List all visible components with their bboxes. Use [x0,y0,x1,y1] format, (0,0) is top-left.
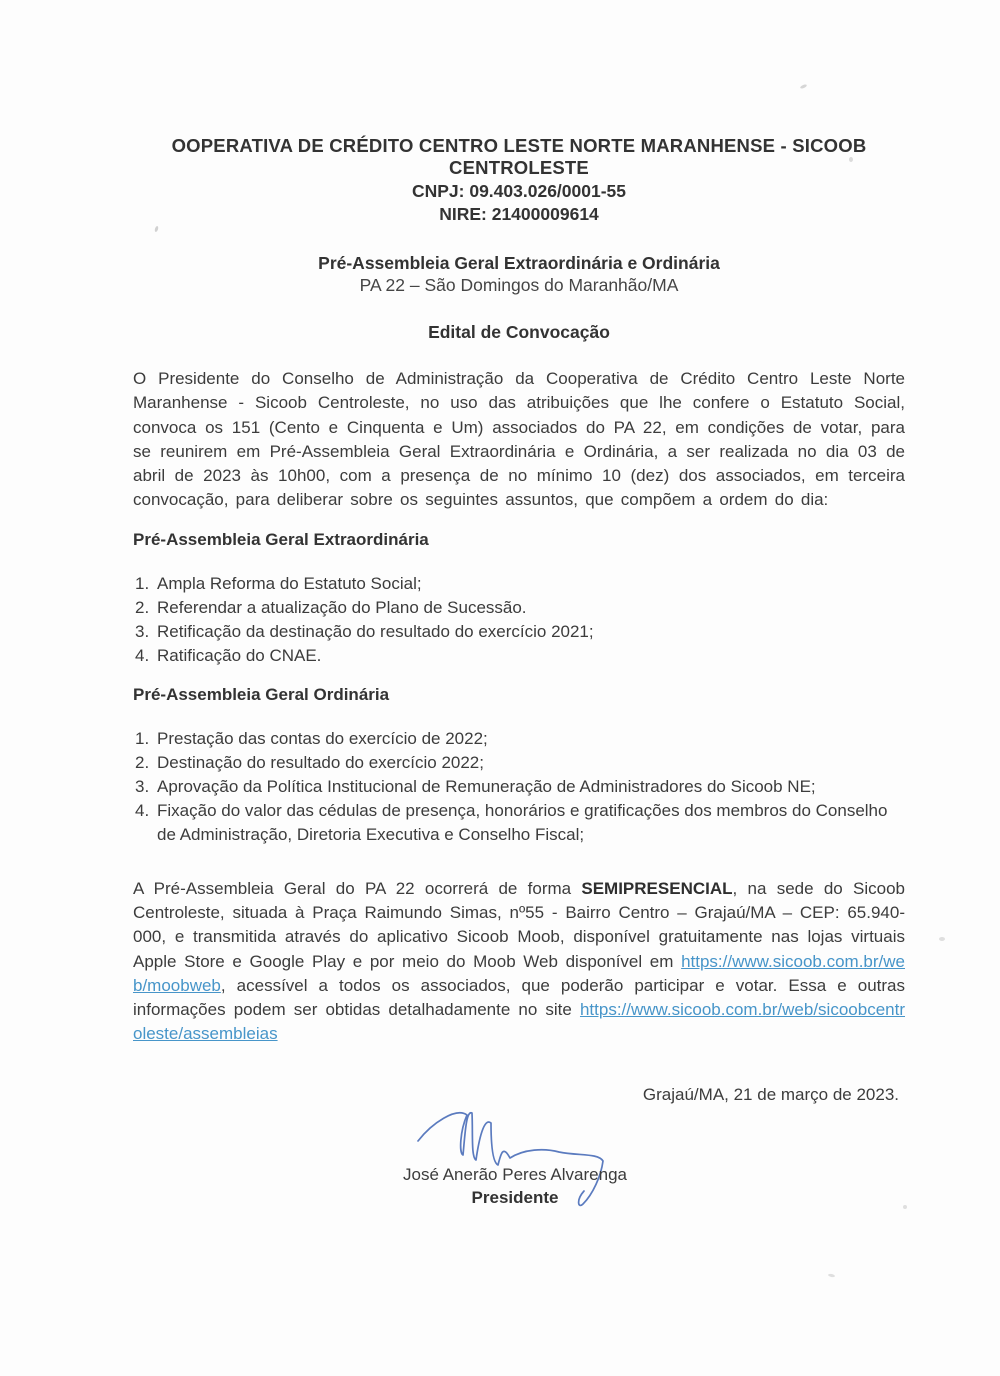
list-item: Fixação do valor das cédulas de presença, honorários e gratificações dos membros do Conselho de Administração, Diretoria Executiva e Conselho Fiscal; [157,801,888,845]
document-content [133,0,905,1105]
scan-artifact [828,1273,835,1277]
venue-text-part2: , na sede do Sicoob Centroleste, situada à Praça Raimundo Simas, nº55 - Bairro Centro – Grajaú/MA – CEP: 65.940-000, e transmitida através do aplicativo Sicoob Moob, disponível gratuitamente nas lojas virtuais Apple Store e Google Play e por meio do Moob Web disponível em [133,878,905,971]
cnpj-line: CNPJ: 09.403.026/0001-55 [411,181,627,201]
meeting-title: Pré-Assembleia Geral Extraordinária e Ordinária [318,253,720,273]
date-place-line: Grajaú/MA, 21 de março de 2023. [642,1084,899,1104]
moobweb-link[interactable]: https://www.sicoob.com.br/web/moobweb [133,951,905,995]
meeting-header [133,252,905,297]
organization-name-line1: OOPERATIVA DE CRÉDITO CENTRO LESTE NORTE MARANHENSE - SICOOB [171,135,867,156]
signer-role: Presidente [471,1188,559,1207]
list-item: Ratificação do CNAE. [157,646,322,666]
venue-text-part3: , acessível a todos os associados, que poderão participar e votar. Essa e outras informações podem ser obtidas detalhadamente no site [133,975,905,1020]
organization-header [133,135,905,225]
scan-artifact [849,157,853,162]
signature-block [340,1163,690,1209]
list-item: Aprovação da Política Institucional de Remuneração de Administradores do Sicoob NE; [157,777,816,796]
list-item: Prestação das contas do exercício de 2022; [157,728,488,748]
agenda-list-ordinaria [133,727,905,848]
nire-line: NIRE: 21400009614 [439,204,599,224]
list-item: Destinação do resultado do exercício 2022; [157,752,484,772]
venue-paragraph [133,877,905,1047]
signer-name: José Anerão Peres Alvarenga [403,1165,627,1184]
intro-paragraph: O Presidente do Conselho de Administração da Cooperativa de Crédito Centro Leste Norte Maranhense - Sicoob Centroleste, no uso das atribuições que lhe confere o Estatuto Social, convoca os 151 (Cento e Cinquenta e Um) associados do PA 22, em condições de votar, para se reunirem em Pré-Assembleia Geral Extraordinária e Ordinária, a ser realizada no dia 03 de abril de 2023 às 10h00, com a presença de no mínimo 10 (dez) dos associados, em terceira convocação, para deliberar sobre os seguintes assuntos, que compõem a ordem do dia: [133,369,905,510]
edital-title: Edital de Convocação [428,322,610,342]
assembleias-link[interactable]: https://www.sicoob.com.br/web/sicoobcentroleste/assembleias [133,1000,905,1044]
section-heading-ordinaria: Pré-Assembleia Geral Ordinária [133,684,390,704]
semipresencial-bold: SEMIPRESENCIAL [581,878,733,898]
organization-name-line2: CENTROLESTE [449,157,589,178]
list-item: Ampla Reforma do Estatuto Social; [157,573,422,593]
agenda-list-extraordinaria [133,572,905,669]
list-item: Referendar a atualização do Plano de Sucessão. [157,597,527,617]
scan-artifact [903,1205,907,1209]
scan-artifact [939,937,945,941]
section-heading-extraordinaria: Pré-Assembleia Geral Extraordinária [133,529,429,549]
meeting-location: PA 22 – São Domingos do Maranhão/MA [359,275,679,295]
venue-text-part1: A Pré-Assembleia Geral do PA 22 ocorrerá de forma [133,878,582,898]
list-item: Retificação da destinação do resultado do exercício 2021; [157,622,594,642]
